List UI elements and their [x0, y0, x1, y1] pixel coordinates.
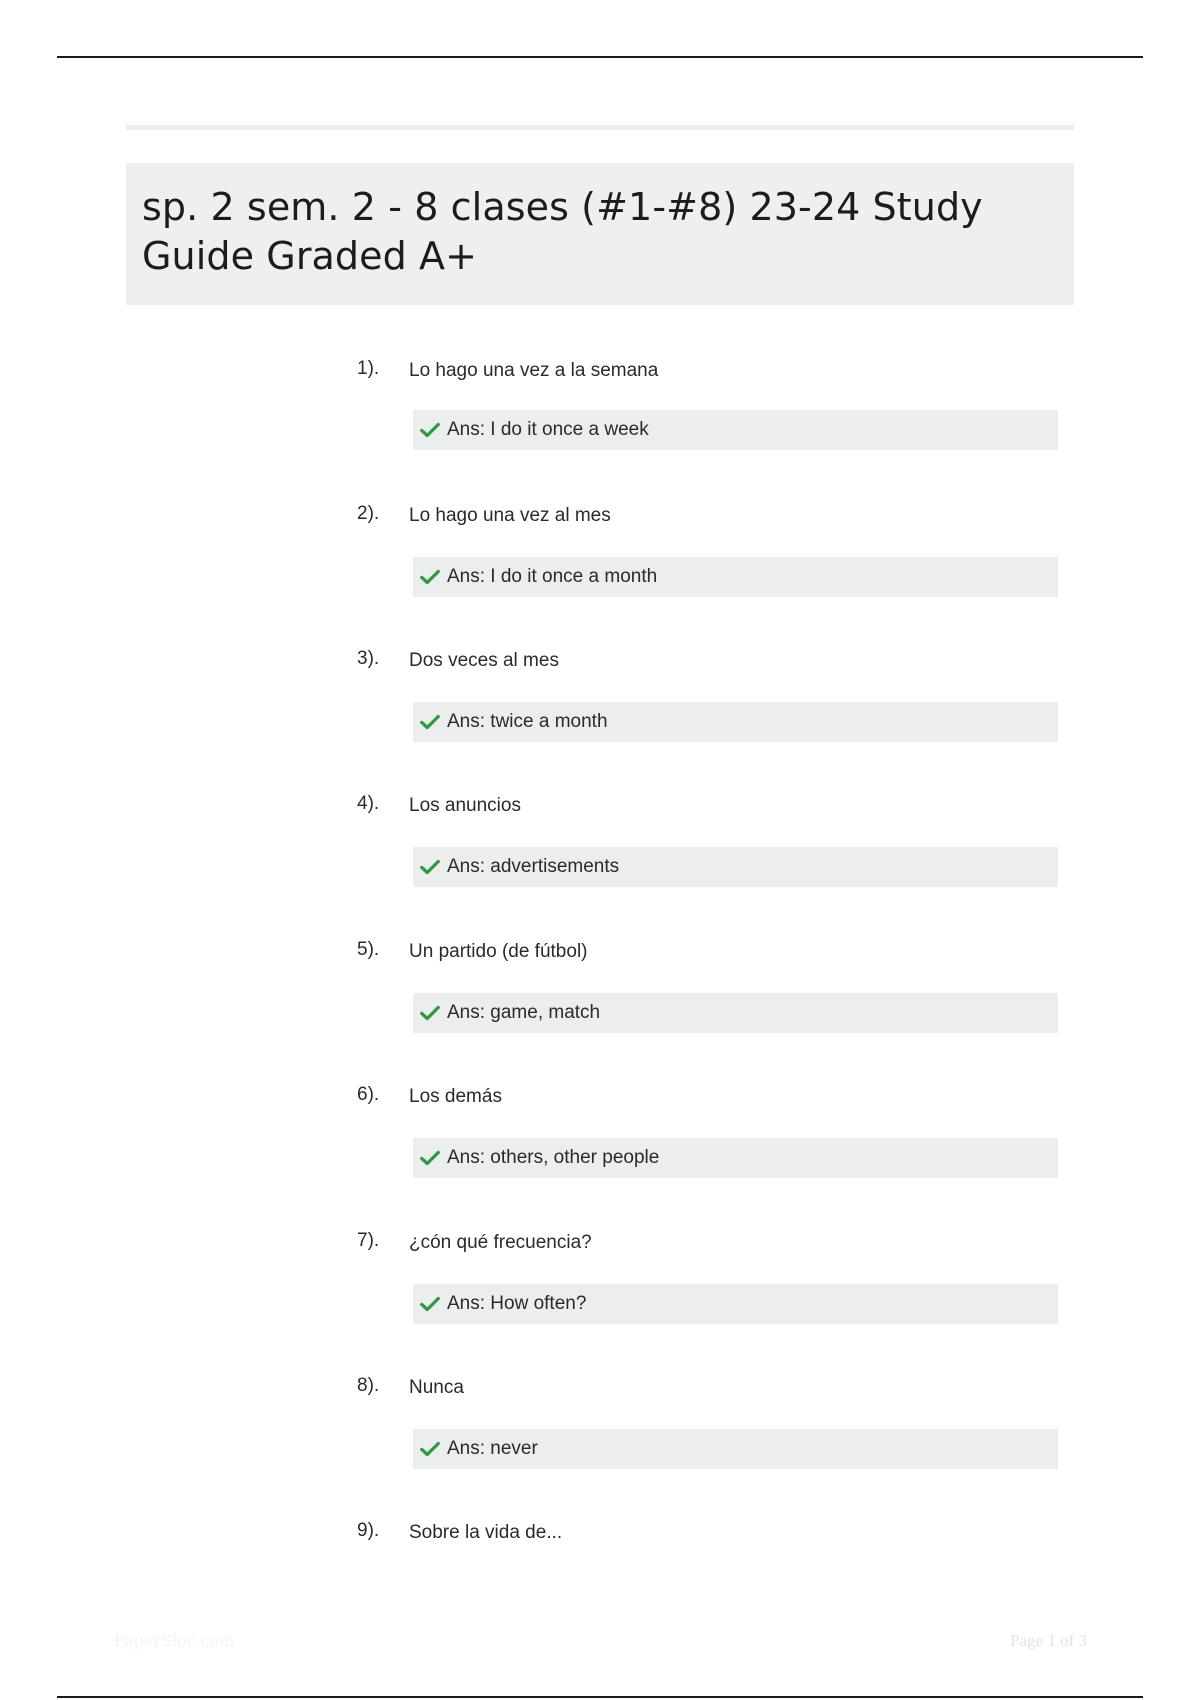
answer-box: [413, 1429, 1058, 1469]
page-number: Page 1 of 3: [1010, 1631, 1087, 1650]
page-title: sp. 2 sem. 2 - 8 clases (#1-#8) 23-24 Study Guide Graded A+: [142, 185, 983, 278]
answer-text: Ans: I do it once a week: [447, 419, 649, 440]
check-icon: [419, 1002, 441, 1024]
answer-text: Ans: never: [447, 1438, 538, 1459]
list-item: [0, 357, 1200, 477]
list-item: [0, 792, 1200, 912]
answer-box: [413, 557, 1058, 597]
answer-text: Ans: game, match: [447, 1002, 601, 1023]
question-number: 5).: [357, 939, 380, 960]
question-number: 9).: [357, 1520, 380, 1541]
question-text: Nunca: [409, 1377, 464, 1398]
answer-text: Ans: advertisements: [447, 856, 620, 877]
answer-box: [413, 847, 1058, 887]
answer-box: [413, 993, 1058, 1033]
check-icon: [419, 1147, 441, 1169]
answer-box: [413, 1284, 1058, 1324]
question-text: Lo hago una vez a la semana: [409, 360, 659, 381]
answer-text: Ans: twice a month: [447, 711, 608, 732]
list-item: [0, 1229, 1200, 1349]
question-text: Los anuncios: [409, 795, 521, 816]
footer-watermark: PaperSloc.com: [114, 1631, 235, 1650]
answer-box: [413, 410, 1058, 450]
question-text: Un partido (de fútbol): [409, 941, 588, 962]
question-text: Lo hago una vez al mes: [409, 505, 611, 526]
list-item: [0, 938, 1200, 1058]
check-icon: [419, 711, 441, 733]
check-icon: [419, 1293, 441, 1315]
check-icon: [419, 856, 441, 878]
question-number: 6).: [357, 1084, 380, 1105]
list-item: [0, 1519, 1200, 1639]
answer-text: Ans: others, other people: [447, 1147, 660, 1168]
question-text: Sobre la vida de...: [409, 1522, 563, 1543]
check-icon: [419, 419, 441, 441]
list-item: [0, 1374, 1200, 1494]
question-number: 7).: [357, 1230, 380, 1251]
list-item: [0, 502, 1200, 622]
question-text: Dos veces al mes: [409, 650, 559, 671]
question-number: 2).: [357, 503, 380, 524]
question-number: 3).: [357, 648, 380, 669]
check-icon: [419, 566, 441, 588]
question-text: ¿cón qué frecuencia?: [409, 1232, 592, 1253]
question-number: 1).: [357, 358, 380, 379]
answer-text: Ans: How often?: [447, 1293, 587, 1314]
question-text: Los demás: [409, 1086, 502, 1107]
answer-box: [413, 702, 1058, 742]
list-item: [0, 647, 1200, 767]
question-number: 8).: [357, 1375, 380, 1396]
question-number: 4).: [357, 793, 380, 814]
answer-box: [413, 1138, 1058, 1178]
page-bottom-rule: [57, 1696, 1143, 1698]
answer-text: Ans: I do it once a month: [447, 566, 658, 587]
check-icon: [419, 1438, 441, 1460]
list-item: [0, 1083, 1200, 1203]
